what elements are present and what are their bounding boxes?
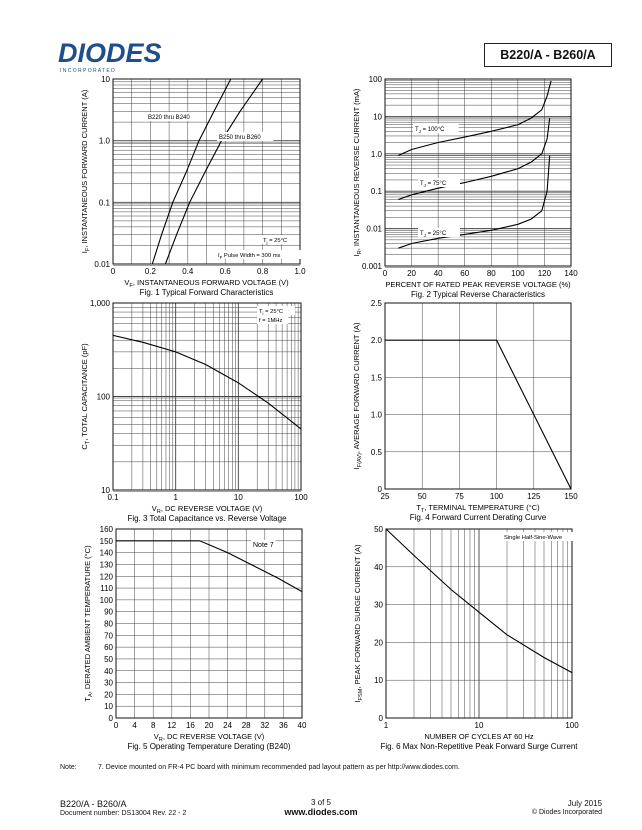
series-label: $T_J = 75^\circ C$ — [420, 181, 447, 188]
annotation: Note 7 — [253, 542, 274, 549]
x-tick-label: 0.6 — [219, 267, 231, 276]
x-tick-label: 80 — [486, 269, 496, 278]
x-tick-label: 8 — [150, 721, 156, 730]
x-tick-label: 1.0 — [294, 267, 306, 276]
y-tick-label: 0.01 — [94, 260, 110, 269]
series-line — [165, 79, 262, 264]
x-tick-label: 50 — [417, 492, 427, 501]
x-tick-label: 25 — [380, 492, 390, 501]
grid-fig5 — [116, 529, 302, 718]
part-number: B220/A - B260/A — [500, 48, 596, 62]
x-tick-label: 100 — [511, 269, 525, 278]
y-tick-label: 0.1 — [98, 198, 110, 208]
y-tick-label: 0.001 — [361, 262, 382, 271]
y-tick-label: 10 — [373, 112, 382, 122]
series-label: $T_J = 25^\circ C$ — [420, 231, 447, 238]
x-tick-label: 100 — [565, 721, 579, 730]
series-label: B220 thru B240 — [148, 115, 190, 121]
y-tick-label: 50 — [374, 525, 383, 534]
x-tick-label: 36 — [278, 721, 288, 730]
x-tick-label: 12 — [167, 721, 177, 730]
logo-text: DIODES — [58, 38, 162, 68]
x-tick-label: 20 — [204, 721, 214, 730]
y-tick-label: 30 — [104, 678, 113, 688]
x-tick-label: 140 — [564, 269, 578, 278]
x-tick-label: 20 — [407, 269, 417, 278]
annotation: Single Half-Sine-Wave — [504, 535, 563, 541]
note-label: Note: — [60, 764, 77, 771]
x-tick-label: 0 — [382, 269, 388, 278]
figure-caption: Fig. 1 Typical Forward Characteristics — [139, 288, 274, 297]
y-tick-label: 130 — [99, 560, 113, 570]
x-axis-label: $V_R$, DC REVERSE VOLTAGE (V) — [153, 732, 265, 743]
figure-caption: Fig. 2 Typical Reverse Characteristics — [410, 290, 546, 299]
y-tick-label: 150 — [99, 536, 113, 546]
footer-copyright: © Diodes Incorporated — [531, 809, 602, 816]
chart-fig3 — [80, 299, 308, 523]
x-tick-label: 0.8 — [257, 267, 269, 276]
y-tick-label: 10 — [374, 676, 383, 686]
grid-fig4 — [385, 303, 571, 489]
x-tick-label: 100 — [489, 492, 504, 501]
y-tick-label: 1.0 — [370, 149, 382, 159]
y-tick-label: 0 — [377, 485, 382, 494]
x-tick-label: 60 — [460, 269, 470, 278]
figure-caption: Fig. 5 Operating Temperature Derating (B240) — [127, 742, 291, 751]
x-axis-label: $V_R$, DC REVERSE VOLTAGE (V) — [151, 504, 263, 515]
series-label: $T_J = 100^\circ C$ — [415, 127, 445, 134]
x-tick-label: 150 — [564, 492, 578, 501]
y-tick-label: 1,000 — [89, 299, 110, 308]
y-tick-label: 0 — [108, 714, 113, 723]
x-tick-label: 0.1 — [107, 493, 119, 502]
x-tick-label: 40 — [297, 721, 307, 730]
y-tick-label: 60 — [104, 643, 113, 653]
x-tick-label: 100 — [294, 493, 308, 502]
x-tick-label: 120 — [537, 269, 552, 278]
y-tick-label: 30 — [374, 600, 383, 610]
y-tick-label: 0.5 — [370, 447, 382, 457]
x-tick-label: 40 — [433, 269, 443, 278]
x-tick-label: 0 — [113, 721, 119, 730]
y-tick-label: 1.5 — [370, 373, 382, 383]
y-tick-label: 140 — [99, 548, 113, 558]
y-tick-label: 100 — [368, 75, 382, 84]
y-tick-label: 0.1 — [370, 187, 382, 197]
figure-caption: Fig. 6 Max Non-Repetitive Peak Forward Surge Current — [380, 742, 578, 751]
x-tick-label: 1 — [383, 721, 389, 730]
chart-fig5 — [83, 525, 307, 751]
y-axis-label: $I_F$, INSTANTANEOUS FORWARD CURRENT (A) — [80, 89, 91, 254]
annotation: f = 1MHz — [259, 318, 283, 324]
x-axis-label: NUMBER OF CYCLES AT 60 Hz — [424, 732, 534, 741]
x-tick-label: 0.2 — [144, 267, 156, 276]
y-tick-label: 1.0 — [370, 410, 382, 420]
grid-fig6 — [386, 529, 572, 718]
x-tick-label: 32 — [260, 721, 270, 730]
y-tick-label: 0 — [378, 714, 383, 723]
x-tick-label: 75 — [454, 492, 464, 501]
y-tick-label: 0.01 — [366, 224, 382, 234]
footer-part: B220/A - B260/A — [60, 799, 127, 809]
y-tick-label: 40 — [104, 666, 113, 676]
series-line — [152, 79, 231, 264]
x-tick-label: 16 — [185, 721, 195, 730]
x-tick-label: 10 — [233, 493, 243, 502]
y-tick-label: 2.5 — [370, 299, 382, 308]
x-tick-label: 24 — [223, 721, 233, 730]
x-axis-label: PERCENT OF RATED PEAK REVERSE VOLTAGE (%) — [385, 280, 571, 289]
y-tick-label: 50 — [104, 654, 113, 664]
annotation: $I_F$ Pulse Width = 300 ms — [218, 253, 281, 260]
figure-caption: Fig. 4 Forward Current Derating Curve — [409, 513, 547, 522]
y-tick-label: 10 — [104, 702, 113, 712]
y-tick-label: 20 — [374, 638, 383, 648]
x-tick-label: 10 — [474, 721, 484, 730]
footer-site: www.diodes.com — [284, 807, 358, 817]
chart-fig4 — [352, 299, 578, 522]
y-axis-label: $I_{FSM}$, PEAK FORWARD SURGE CURRENT (A) — [353, 544, 364, 703]
x-tick-label: 0.4 — [182, 267, 194, 276]
y-tick-label: 70 — [104, 631, 113, 641]
y-tick-label: 100 — [99, 595, 113, 605]
footer-date: July 2015 — [567, 799, 602, 808]
x-tick-label: 28 — [241, 721, 251, 730]
y-tick-label: 160 — [99, 525, 113, 534]
series-label: B250 thru B260 — [219, 135, 261, 141]
chart-fig6 — [353, 525, 579, 751]
x-tick-label: 125 — [527, 492, 541, 501]
y-axis-label: $I_R$, INSTANTANEOUS REVERSE CURRENT (mA) — [352, 88, 363, 257]
footer-page: 3 of 5 — [310, 798, 331, 807]
grid-fig3 — [113, 303, 301, 492]
y-tick-label: 20 — [104, 690, 113, 700]
x-tick-label: 1 — [173, 493, 178, 502]
y-axis-label: $T_A$, DERATED AMBIENT TEMPERATURE (°C) — [83, 545, 94, 702]
annotation: $T_j = 25^\circ C$ — [259, 309, 284, 316]
annotation: $T_j = 25^\circ C$ — [263, 238, 288, 245]
y-tick-label: 120 — [99, 572, 113, 582]
chart-fig2 — [352, 75, 578, 299]
y-tick-label: 2.0 — [370, 336, 382, 346]
figure-caption: Fig. 3 Total Capacitance vs. Reverse Voltage — [127, 514, 287, 523]
note-text: 7. Device mounted on FR-4 PC board with minimum recommended pad layout pattern as per http://www.diodes.com. — [98, 764, 460, 771]
y-axis-label: $C_T$, TOTAL CAPACITANCE (pF) — [80, 343, 91, 450]
plot-frame — [385, 303, 571, 489]
y-tick-label: 80 — [104, 619, 113, 629]
chart-fig1 — [80, 75, 306, 297]
x-tick-label: 0 — [110, 267, 116, 276]
x-axis-label: $V_F$, INSTANTANEOUS FORWARD VOLTAGE (V) — [124, 278, 289, 289]
x-tick-label: 4 — [132, 721, 137, 730]
y-tick-label: 110 — [100, 584, 113, 594]
x-axis-label: $T_T$, TERMINAL TEMPERATURE (°C) — [416, 503, 540, 514]
series-line — [113, 335, 301, 429]
footer-docnum: Document number: DS13004 Rev. 22 - 2 — [60, 810, 187, 817]
y-tick-label: 90 — [104, 607, 113, 617]
y-axis-label: $I_{F(AV)}$, AVERAGE FORWARD CURRENT (A) — [352, 322, 363, 470]
logo-sub: I N C O R P O R A T E D — [60, 68, 115, 74]
y-tick-label: 100 — [96, 392, 110, 402]
y-tick-label: 40 — [374, 562, 383, 572]
y-tick-label: 10 — [101, 75, 110, 84]
y-tick-label: 10 — [101, 486, 110, 495]
y-tick-label: 1.0 — [98, 136, 110, 146]
